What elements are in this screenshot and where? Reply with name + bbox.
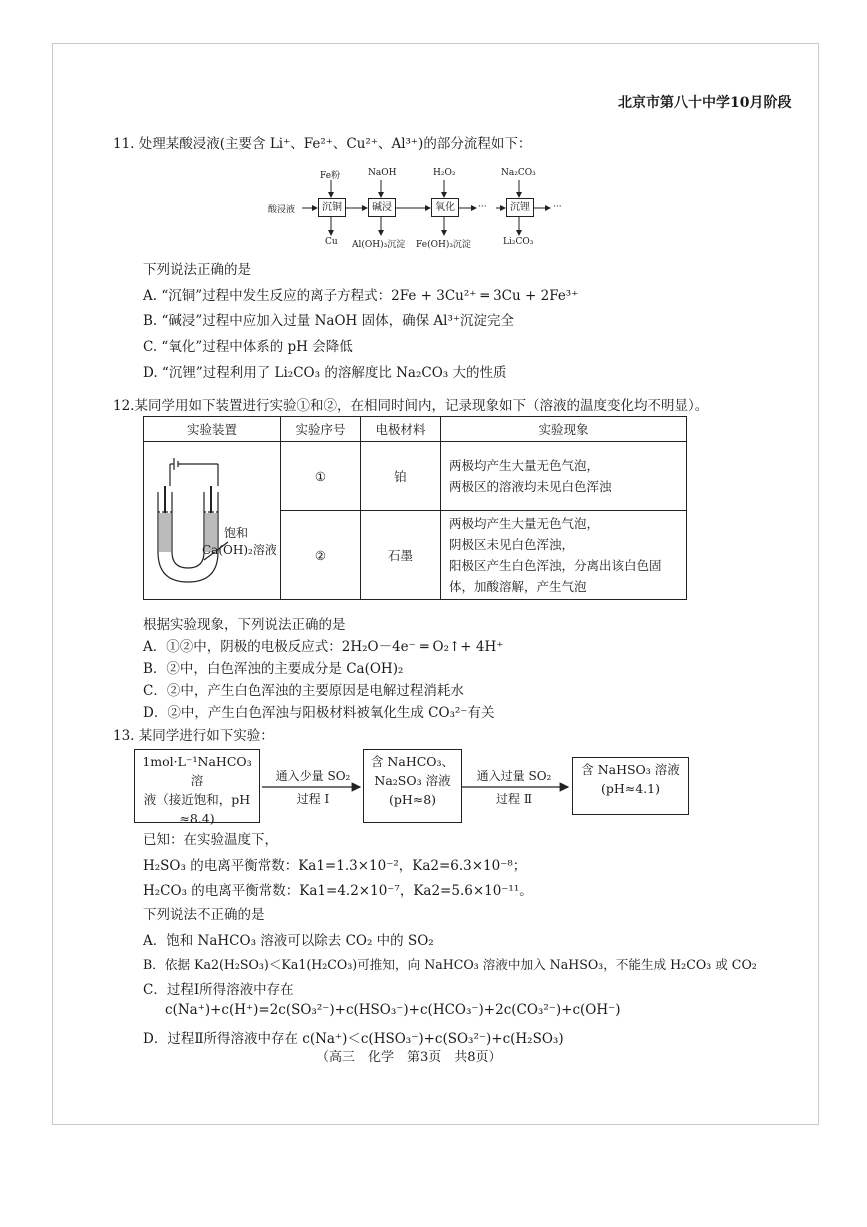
q13-known-2: H₂SO₃ 的电离平衡常数：Ka1=1.3×10⁻²，Ka2=6.3×10⁻⁸； [143,858,527,874]
row1-id: ① [281,442,361,511]
q13-option-d: D．过程Ⅱ所得溶液中存在 c(Na⁺)＜c(HSO₃⁻)+c(SO₃²⁻)+c(H₂SO₃) [143,1031,564,1047]
flow-reagent-3: H₂O₂ [433,168,456,178]
row2-line-2: 阴极区未见白色浑浊， [449,537,575,552]
table-header-row [144,417,687,442]
q13-box-initial [134,749,260,826]
q13-stem: 13. 某同学进行如下实验： [113,728,274,744]
row1-line-2: 两极区的溶液均未见白色浑浊 [449,479,612,494]
apparatus-cell [144,442,281,600]
box1-line-2: 液（接近饱和，pH [143,792,251,807]
arrow2-process: 过程 Ⅱ [496,792,532,806]
q13-option-a: A．饱和 NaHCO₃ 溶液可以除去 CO₂ 中的 SO₂ [143,933,434,949]
q13-known-1: 已知：在实验温度下， [143,832,278,848]
flow-reagent-2: NaOH [368,168,397,178]
flow-step-2: 碱浸 [368,198,396,217]
flow-product-1: Cu [325,237,338,247]
school-header: 北京市第八十中学10月阶段 [618,95,792,111]
flow-product-3: Fe(OH)₃沉淀 [416,240,471,250]
header-apparatus: 实验装置 [144,417,281,442]
row1-phenomenon [441,442,687,511]
q11-option-a: A. “沉铜”过程中发生反应的离子方程式：2Fe + 3Cu²⁺ ═ 3Cu + 2Fe³⁺ [143,288,579,304]
flow-start-label: 酸浸液 [268,205,296,215]
row2-line-4: 体，加酸溶解，产生气泡 [449,579,587,594]
row2-line-3: 阳极区产生白色浑浊，分离出该白色固 [449,558,662,573]
q13-known-3: H₂CO₃ 的电离平衡常数：Ka1=4.2×10⁻⁷，Ka2=5.6×10⁻¹¹。 [143,883,533,899]
flow-product-4: Li₂CO₃ [503,237,534,247]
flow-ellipsis-1: ··· [478,202,487,212]
flow-ellipsis-2: ··· [553,202,562,212]
q13-option-b: B．依据 Ka2(H₂SO₃)＜Ka1(H₂CO₃)可推知，向 NaHCO₃ 溶液中加入 NaHSO₃，不能生成 H₂CO₃ 或 CO₂ [143,957,757,972]
arrow1-process: 过程 Ⅰ [296,792,330,806]
row2-material: 石墨 [361,511,441,600]
q13-option-c: C．过程Ⅰ所得溶液中存在 [143,982,294,998]
flow-step-1: 沉铜 [318,198,346,217]
header-phenomenon: 实验现象 [441,417,687,442]
q13-box-final [572,757,689,815]
box3-line-2: (pH≈4.1) [600,781,660,796]
q11-prompt: 下列说法正确的是 [143,262,251,278]
flow-product-2: Al(OH)₃沉淀 [352,240,406,250]
q13-prompt: 下列说法不正确的是 [143,907,265,923]
arrow1-reagent: 通入少量 SO₂ [275,769,351,783]
q12-prompt: 根据实验现象，下列说法正确的是 [143,617,346,633]
box1-line-3: ≈8.4) [179,811,215,826]
q11-stem: 11. 处理某酸浸液(主要含 Li⁺、Fe²⁺、Cu²⁺、Al³⁺)的部分流程如下： [113,136,532,152]
q12-experiment-table [143,416,687,600]
header-electrode: 电极材料 [361,417,441,442]
u-tube-electrolysis-icon [144,442,278,597]
q11-option-c: C. “氧化”过程中体系的 pH 会降低 [143,339,353,355]
flow-step-3: 氧化 [431,198,459,217]
header-experiment-no: 实验序号 [281,417,361,442]
box2-line-2: Na₂SO₃ 溶液 [374,773,451,788]
row1-line-1: 两极均产生大量无色气泡， [449,458,600,473]
flow-arrows [260,160,580,250]
row2-id: ② [281,511,361,600]
flow-step-4: 沉锂 [506,198,534,217]
q12-stem: 12.某同学用如下装置进行实验①和②，在相同时间内，记录现象如下（溶液的温度变化均不明显）。 [113,398,709,414]
apparatus-label-2: Ca(OH)₂溶液 [202,543,277,557]
row2-phenomenon [441,511,687,600]
table-row [144,442,687,511]
flow-reagent-1: Fe粉 [320,171,341,181]
q13-option-c-formula: c(Na⁺)+c(H⁺)=2c(SO₃²⁻)+c(HSO₃⁻)+c(HCO₃⁻)+2c(CO₃²⁻)+c(OH⁻) [165,1002,621,1018]
box1-line-1: 1mol·L⁻¹NaHCO₃ 溶 [142,754,252,788]
q11-option-b: B. “碱浸”过程中应加入过量 NaOH 固体，确保 Al³⁺沉淀完全 [143,313,514,329]
q12-option-c: C．②中，产生白色浑浊的主要原因是电解过程消耗水 [143,683,464,699]
q12-option-d: D．②中，产生白色浑浊与阳极材料被氧化生成 CO₃²⁻有关 [143,705,495,721]
arrow2-reagent: 通入过量 SO₂ [476,769,552,783]
q12-option-a: A．①②中，阴极的电极反应式：2H₂O－4e⁻ ═ O₂↑+ 4H⁺ [143,639,504,655]
q12-option-b: B．②中，白色浑浊的主要成分是 Ca(OH)₂ [143,661,404,677]
page-footer: （高三 化学 第3页 共8页） [316,1050,502,1065]
row2-line-1: 两极均产生大量无色气泡， [449,516,600,531]
box2-line-3: (pH≈8) [388,792,437,807]
flow-reagent-4: Na₂CO₃ [501,168,536,178]
box3-line-1: 含 NaHSO₃ 溶液 [581,762,680,777]
row1-material: 铂 [361,442,441,511]
apparatus-label-1: 饱和 [224,526,249,540]
box2-line-1: 含 NaHCO₃、 [370,754,455,769]
q11-option-d: D. “沉锂”过程利用了 Li₂CO₃ 的溶解度比 Na₂CO₃ 大的性质 [143,365,507,381]
